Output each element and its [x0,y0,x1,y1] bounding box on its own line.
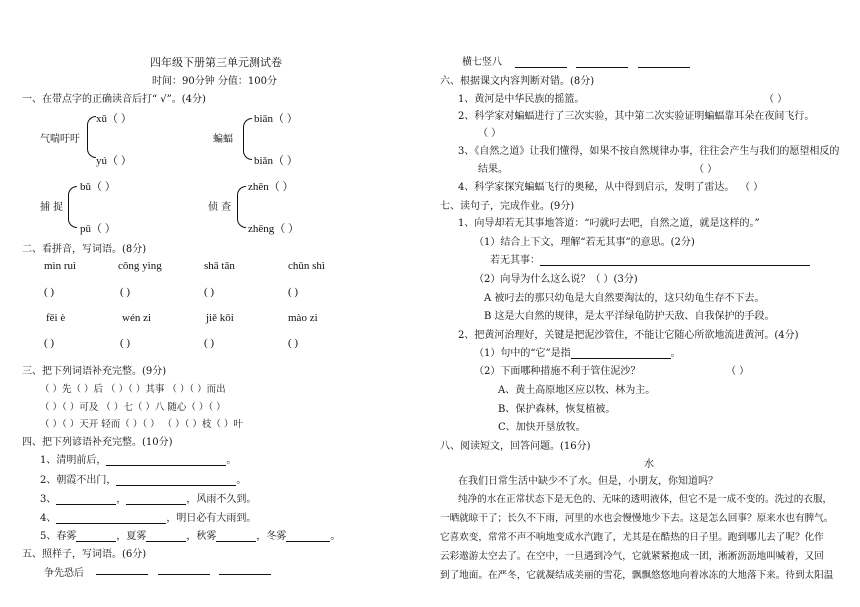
page-title: 四年级下册第三单元测试卷 [150,56,282,69]
judge-3: 3、《自然之道》让我们懂得，如果不按自然规律办事，往往会产生与我们的愿望相反的 [458,146,840,157]
option-bu[interactable]: bǔ（ ） [80,181,116,193]
brace [243,118,252,160]
judge-4: 4、科学家探究蝙蝠飞行的奥秘，从中得到启示，发明了雷达。 [458,182,735,193]
answer-box[interactable]: ( ) [204,286,215,298]
example-word-2[interactable]: 横七竖八 [462,53,690,68]
q7-2-1[interactable]: （1）句中的“它”是指 。 [474,348,681,359]
choice-b: B、保护森林，恢复植被。 [498,404,616,415]
judge-1-answer[interactable]: （ ） [764,94,788,105]
passage-line: 到了地面。在严冬，它就凝结成美丽的雪花，飘飘悠悠地向着冰冻的大地落下来。待到太阳温 [440,570,834,581]
exam-meta: 时间：90分钟 分值：100分 [152,76,277,87]
section-8-heading: 八、阅读短文，回答问题。(16分) [440,441,591,452]
example-word: 争先恐后 [44,568,84,579]
passage-p1: 在我们日常生活中缺少不了水。但是，小朋友，你知道吗？ [458,476,718,487]
option-bian1[interactable]: biān（ ） [254,113,298,125]
judge-3-answer[interactable]: （ ） [694,164,718,175]
answer-box[interactable]: ( ) [44,337,55,349]
pinyin-7: jiě kōi [206,312,234,324]
option-zhen[interactable]: zhēn（ ） [248,181,294,193]
section-7-heading: 七、读句子，完成作业。(9分) [440,201,575,212]
pinyin-2: cōng yìng [118,260,162,272]
option-bian3[interactable]: biǎn（ ） [254,155,298,167]
idiom-row-2[interactable]: （ ）（ ）可及 （ ）七（ ）八 随心（ ）（ ） [40,402,226,413]
answer-box[interactable]: ( ) [44,286,55,298]
word-qichuanxuxu: 气喘吁吁 [40,134,80,145]
brace [68,186,77,228]
section-5-heading: 五、照样子，写词语。(6分) [22,549,147,560]
answer-box[interactable]: ( ) [120,337,131,349]
q7-2-2-answer[interactable]: （ ） [726,366,750,377]
passage-line: 纯净的水在正常状态下是无色的、无味的透明液体，但它不是一成不变的。洗过的衣服， [458,494,833,505]
passage-title: 水 [644,459,654,470]
choice-a: A、黄土高原地区应以牧、林为主。 [498,385,656,396]
judge-2: 2、科学家对蝙蝠进行了三次实验，其中第二次实验证明蝙蝠靠耳朵在夜间飞行。 [458,111,815,122]
judge-1: 1、黄河是中华民族的摇篮。 [458,94,585,105]
answer-box[interactable]: ( ) [288,337,299,349]
answer-box[interactable]: ( ) [288,286,299,298]
pinyin-6: wén zi [122,312,152,324]
pinyin-3: shā tān [204,260,235,272]
brace [87,116,96,158]
option-yu[interactable]: yú（ ） [96,155,132,167]
passage-line: 云彩遨游太空去了。在空中，一旦遇到冷气，它就紧紧抱成一团，淅淅沥沥地叫喊着，又回 [440,551,824,562]
choice-a: A 被叼去的那只幼龟是大自然要淘汰的，这只幼龟生存不下去。 [484,293,765,304]
pinyin-5: fēi è [46,312,66,324]
choice-c: C、加快开垦放牧。 [498,422,586,433]
idiom-row-1[interactable]: （ ）先（ ）后 （ ）（ ）其事 （ ）（ ）而出 [40,384,226,395]
proverb-3[interactable]: 3、 ， ，风雨不久到。 [40,494,257,505]
passage-line: 一晒就晾干了；长久不下雨，河里的水也会慢慢地少下去。这是怎么回事？原来水也有脾气。 [440,513,834,524]
option-xu[interactable]: xū（ ） [96,113,132,125]
q7-1-1: （1）结合上下文，理解“若无其事”的意思。(2分) [474,237,695,248]
q7-1-1-answer[interactable]: 若无其事： [490,251,810,266]
option-pu[interactable]: pǔ（ ） [80,223,116,235]
pinyin-8: mào zi [288,312,318,324]
q7-1-2: （2）向导为什么这么说？（ ）(3分) [474,274,638,285]
proverb-5[interactable]: 5、春雾 ，夏雾 ，秋雾 ，冬雾 。 [40,531,341,542]
choice-b: B 这是大自然的规律，是太平洋绿龟防护天敌、自我保护的手段。 [484,311,775,322]
word-buzhuo: 捕 捉 [40,202,64,213]
section-1-heading: 一、在带点字的正确读音后打“ √”。(4分) [22,94,206,105]
pinyin-1: mìn ruì [44,260,77,272]
word-bianfu: 蝙蝠 [213,134,233,145]
q7-2-2: （2）下面哪种措施不利于管住泥沙？ [474,366,641,377]
answer-box[interactable]: ( ) [120,286,131,298]
q7-1: 1、向导却若无其事地答道：“叼就叼去吧，自然之道，就是这样的。” [458,218,760,229]
proverb-1[interactable]: 1、清明前后， 。 [40,455,237,466]
answer-box[interactable]: ( ) [204,337,215,349]
judge-3-cont: 结果。 [478,164,508,175]
section-6-heading: 六、根据课文内容判断对错。(8分) [440,76,595,87]
proverb-4[interactable]: 4、 ，明日必有大雨到。 [40,513,257,524]
word-zhencha: 侦 查 [208,202,232,213]
pinyin-4: chǔn shì [288,260,325,272]
idiom-row-3[interactable]: （ ）（ ）天开 轻而（ ）（ ） （ ）（ ）枝（ ）叶 [40,419,243,430]
option-zheng[interactable]: zhēng（ ） [248,223,300,235]
q7-2: 2、把黄河治理好，关键是把泥沙管住，不能让它随心所欲地流进黄河。(4分) [458,330,799,341]
passage-line: 它喜欢变，常常不声不响地变成水汽跑了，尤其是在酷热的日子里。跑到哪儿去了呢？化作 [440,532,824,543]
judge-4-answer[interactable]: （ ） [740,182,764,193]
word-blanks[interactable] [96,564,271,575]
brace [237,186,246,228]
judge-2-answer[interactable]: （ ） [478,128,502,139]
section-4-heading: 四、把下列谚语补充完整。(10分) [22,437,173,448]
proverb-2[interactable]: 2、朝霞不出门， 。 [40,475,247,486]
section-3-heading: 三、把下列词语补充完整。(9分) [22,366,167,377]
section-2-heading: 二、看拼音，写词语。(8分) [22,244,147,255]
